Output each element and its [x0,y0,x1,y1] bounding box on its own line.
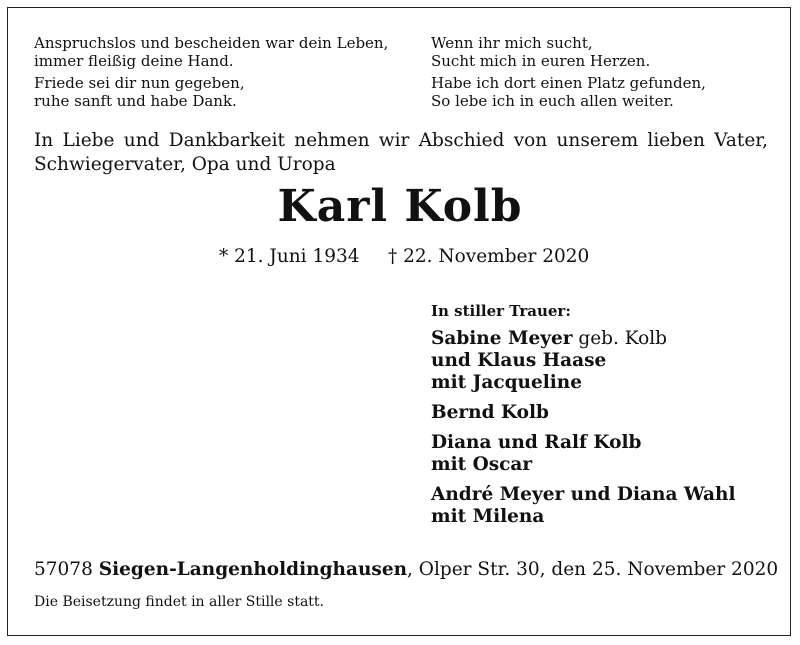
poem-line: Friede sei dir nun gegeben, [34,74,245,92]
poem-right [431,34,706,114]
birth-date: * 21. Juni 1934 [219,246,360,267]
mourner-name: André Meyer und Diana Wahl [431,484,736,505]
mourner-name-line [431,328,736,350]
mourner-name: Bernd Kolb [431,402,549,423]
mourner-line: mit Milena [431,506,545,527]
mourner-line: mit Jacqueline [431,372,583,393]
deceased-name: Karl Kolb [277,181,523,232]
poem-line: immer fleißig deine Hand. [34,52,234,70]
intro-text: In Liebe und Dankbarkeit nehmen wir Abschied von unserem lieben Vater, Schwiegervater, Opa und Uropa [34,130,768,175]
poem-line: Sucht mich in euren Herzen. [431,52,651,70]
poem-line: Wenn ihr mich sucht, [431,34,593,52]
mourner-group [431,484,736,528]
mourner-name: Sabine Meyer [431,328,573,349]
place-zip: 57078 [34,559,93,580]
poem-stanza [34,34,388,70]
mourner-group [431,402,736,424]
funeral-note: Die Beisetzung findet in aller Stille statt. [34,594,325,610]
place-town: Siegen-Langenholdinghausen [98,559,408,580]
mourner-line: und Klaus Haase [431,350,607,371]
poem-stanza [34,74,388,110]
poem-line: So lebe ich in euch allen weiter. [431,92,674,110]
mourner-line: mit Oscar [431,454,533,475]
poem-line: Anspruchslos und bescheiden war dein Leben, [34,34,389,52]
mourners-list [431,300,736,536]
poem-left [34,34,388,114]
poem-stanza [431,74,706,110]
death-date: † 22. November 2020 [388,246,590,267]
poem-line: Habe ich dort einen Platz gefunden, [431,74,706,92]
poem-line: ruhe sanft und habe Dank. [34,92,237,110]
poem-stanza [431,34,706,70]
mourner-group [431,432,736,476]
mourner-name: Diana und Ralf Kolb [431,432,642,453]
place-date-line [34,559,778,580]
mourner-name-suffix: geb. Kolb [572,328,667,349]
mourner-group [431,328,736,394]
place-rest: , Olper Str. 30, den 25. November 2020 [407,559,779,580]
mourners-heading: In stiller Trauer: [431,302,571,320]
